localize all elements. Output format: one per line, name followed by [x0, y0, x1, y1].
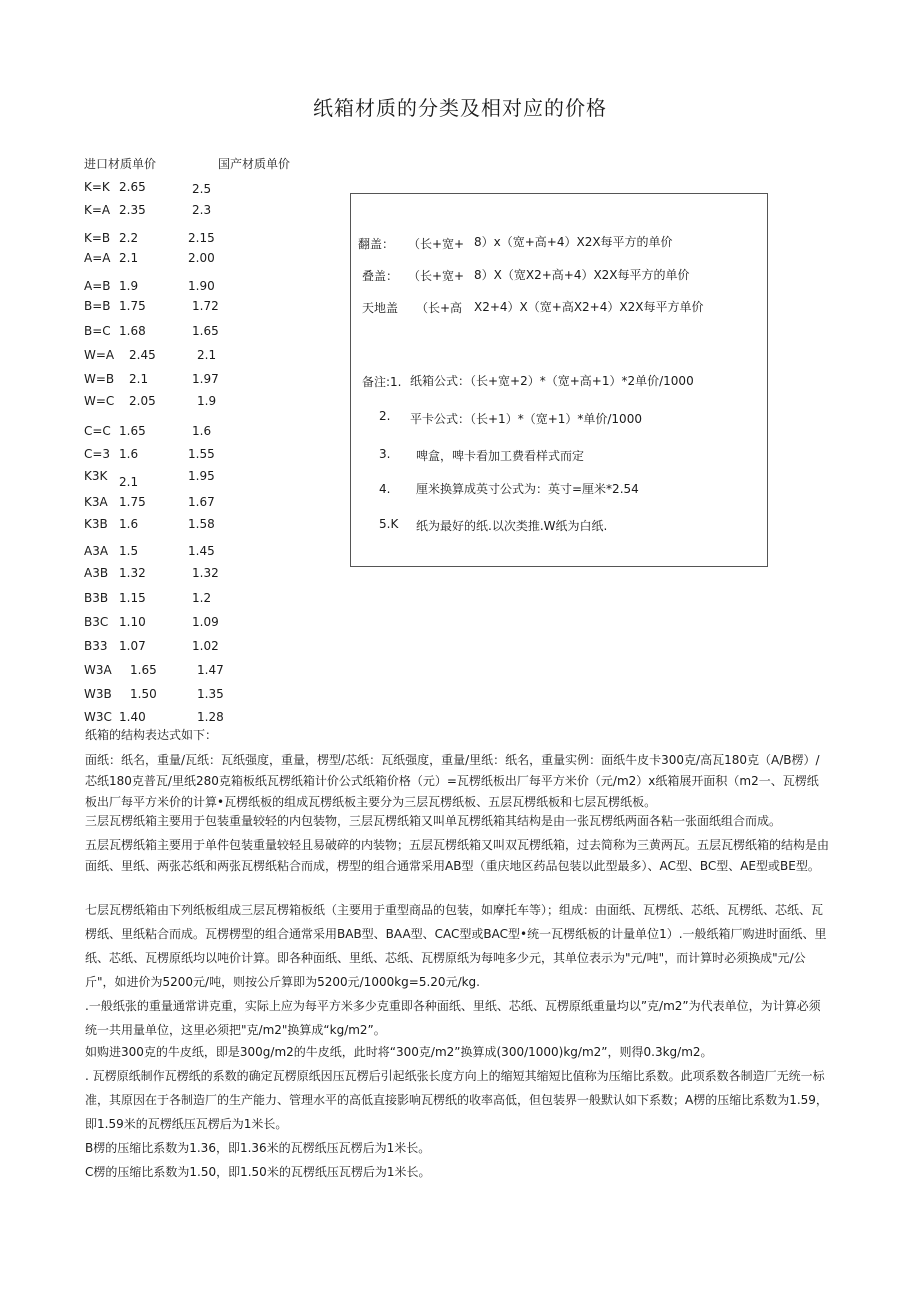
row-import-price: 2.1: [119, 251, 139, 265]
row-code: K=B: [84, 231, 111, 245]
row-domestic-price: 1.02: [192, 639, 219, 653]
row-domestic-price: 1.45: [188, 544, 215, 558]
row-domestic-price: 2.5: [192, 182, 212, 196]
paragraph: . 瓦楞原纸制作瓦楞纸的系数的确定瓦楞原纸因压瓦楞后引起纸张长度方向上的缩短其缩短比值称为压缩比系数。此项系数各制造厂无统一标准，其原因在于各制造厂的生产能力、管理水平的高低直接影响瓦楞纸的收率高低，但包装界一般默认如下系数；A楞的压缩比系数为1.59，即1.59米的瓦楞纸压瓦楞后为1米长。: [85, 1069, 828, 1131]
row-code: B3B: [84, 591, 109, 605]
row-domestic-price: 1.58: [188, 517, 215, 531]
formula-label: 天地盖: [362, 301, 399, 315]
row-domestic-price: 1.90: [188, 279, 215, 293]
note-number: 5.K: [379, 517, 399, 531]
row-import-price: 1.75: [119, 299, 146, 313]
row-code: K3A: [84, 495, 108, 509]
note-number: 4.: [379, 482, 391, 496]
row-import-price: 1.6: [119, 447, 139, 461]
paragraph: C楞的压缩比系数为1.50，即1.50米的瓦楞纸压瓦楞后为1米长。: [85, 1165, 431, 1179]
row-domestic-price: 1.55: [188, 447, 215, 461]
row-code: W3B: [84, 687, 112, 701]
row-import-price: 1.6: [119, 517, 139, 531]
note-number: 备注:1.: [362, 375, 402, 389]
row-domestic-price: 1.67: [188, 495, 215, 509]
row-import-price: 1.68: [119, 324, 146, 338]
row-import-price: 2.2: [119, 231, 139, 245]
row-import-price: 1.32: [119, 566, 146, 580]
row-import-price: 2.05: [129, 394, 156, 408]
row-domestic-price: 1.32: [192, 566, 219, 580]
structure-intro: 纸箱的结构表达式如下：: [85, 728, 218, 742]
note-text: 厘米换算成英寸公式为：英寸=厘米*2.54: [416, 482, 639, 496]
row-domestic-price: 1.72: [192, 299, 219, 313]
row-code: B=C: [84, 324, 111, 338]
paragraph: 面纸：纸名，重量/瓦纸：瓦纸强度，重量，楞型/芯纸：瓦纸强度，重量/里纸：纸名，重量实例：面纸牛皮卡300克/高瓦180克（A/B楞）/芯纸180克普瓦/里纸280克箱板纸瓦楞纸箱计价公式纸箱价格（元）=瓦楞纸板出厂每平方米价（元/m2）x纸箱展开面积（m2一、瓦楞纸板出厂每平方米价的计算•瓦楞纸板的组成瓦楞纸板主要分为三层瓦楞纸板、五层瓦楞纸板和七层瓦楞纸板。: [85, 753, 820, 809]
paragraph: 七层瓦楞纸箱由下列纸板组成三层瓦楞箱板纸（主要用于重型商品的包装，如摩托车等）；组成：由面纸、瓦楞纸、芯纸、瓦楞纸、芯纸、瓦楞纸、里纸粘合而成。瓦楞楞型的组合通常采用BAB型、BAA型、CAC型或BAC型•统一瓦楞纸板的计量单位1）.一般纸箱厂购进时面纸、里纸、芯纸、瓦楞原纸均以吨价计算。即各种面纸、里纸、芯纸、瓦楞原纸为每吨多少元，其单位表示为"元/吨"，而计算时必须换成"元/公斤"，如进价为5200元/吨，则按公斤算即为5200元/1000kg=5.20元/kg.: [85, 903, 827, 989]
paragraph: B楞的压缩比系数为1.36，即1.36米的瓦楞纸压瓦楞后为1米长。: [85, 1141, 431, 1155]
row-code: A=A: [84, 251, 111, 265]
note-text: 啤盒，啤卡看加工费看样式而定: [416, 449, 585, 463]
import-price-header: 进口材质单价: [84, 157, 157, 171]
row-import-price: 1.10: [119, 615, 146, 629]
formula-part-a: （长+高: [416, 301, 463, 315]
row-code: K=A: [84, 203, 111, 217]
paragraph: 三层瓦楞纸箱主要用于包装重量较轻的内包装物，三层瓦楞纸箱又叫单瓦楞纸箱其结构是由一张瓦楞纸两面各粘一张面纸组合而成。: [85, 814, 782, 828]
row-code: K3B: [84, 517, 108, 531]
note-number: 2.: [379, 409, 391, 423]
row-domestic-price: 1.2: [192, 591, 212, 605]
row-import-price: 1.65: [130, 663, 157, 677]
row-code: C=C: [84, 424, 111, 438]
row-code: B=B: [84, 299, 111, 313]
note-text: 纸为最好的纸.以次类推.W纸为白纸.: [416, 519, 608, 533]
formula-part-b: 8）X（宽X2+高+4）X2X每平方的单价: [474, 268, 690, 282]
row-import-price: 1.50: [130, 687, 157, 701]
row-code: A=B: [84, 279, 111, 293]
row-code: A3B: [84, 566, 109, 580]
row-import-price: 2.1: [119, 475, 139, 489]
paragraph: 如购进300克的牛皮纸，即是300g/m2的牛皮纸，此时将“300克/m2”换算成(300/1000)kg/m2”，则得0.3kg/m2。: [85, 1045, 713, 1059]
row-import-price: 1.9: [119, 279, 139, 293]
row-import-price: 1.15: [119, 591, 146, 605]
row-domestic-price: 1.35: [197, 687, 224, 701]
paragraph: .一般纸张的重量通常讲克重，实际上应为每平方米多少克重即各种面纸、里纸、芯纸、瓦楞原纸重量均以”克/m2”为代表单位，为计算必须统一共用量单位，这里必须把"克/m2"换算成“kg/m2”。: [85, 999, 821, 1037]
formula-part-b: X2+4）X（宽+高X2+4）X2X每平方单价: [474, 300, 704, 314]
row-domestic-price: 2.15: [188, 231, 215, 245]
row-import-price: 2.35: [119, 203, 146, 217]
domestic-price-header: 国产材质单价: [218, 157, 291, 171]
row-import-price: 1.40: [119, 710, 146, 724]
row-import-price: 1.75: [119, 495, 146, 509]
note-number: 3.: [379, 447, 391, 461]
row-code: W=A: [84, 348, 115, 362]
formula-label: 叠盖：: [362, 269, 399, 283]
note-text: 纸箱公式：（长+宽+2）*（宽+高+1）*2单价/1000: [410, 374, 694, 388]
formula-part-b: 8）x（宽+高+4）X2X每平方的单价: [474, 235, 673, 249]
row-domestic-price: 2.3: [192, 203, 212, 217]
row-code: B33: [84, 639, 108, 653]
row-domestic-price: 1.65: [192, 324, 219, 338]
row-domestic-price: 1.9: [197, 394, 217, 408]
row-import-price: 2.1: [129, 372, 149, 386]
row-domestic-price: 1.09: [192, 615, 219, 629]
row-code: W=C: [84, 394, 115, 408]
row-import-price: 1.07: [119, 639, 146, 653]
row-code: C=3: [84, 447, 111, 461]
row-domestic-price: 1.6: [192, 424, 212, 438]
paragraph: 五层瓦楞纸箱主要用于单件包装重量较轻且易破碎的内装物；五层瓦楞纸箱又叫双瓦楞纸箱，过去简称为三黄两瓦。五层瓦楞纸箱的结构是由面纸、里纸、两张芯纸和两张瓦楞纸粘合而成，楞型的组合通常采用AB型（重庆地区药品包装以此型最多）、AC型、BC型、AE型或BE型。: [85, 838, 830, 873]
row-domestic-price: 1.47: [197, 663, 224, 677]
formula-part-a: （长+宽+: [408, 237, 465, 251]
row-domestic-price: 2.00: [188, 251, 215, 265]
page-title: 纸箱材质的分类及相对应的价格: [313, 96, 607, 120]
row-domestic-price: 2.1: [197, 348, 217, 362]
row-import-price: 1.5: [119, 544, 139, 558]
row-code: A3A: [84, 544, 109, 558]
row-domestic-price: 1.97: [192, 372, 219, 386]
row-code: W3A: [84, 663, 112, 677]
formula-part-a: （长+宽+: [408, 269, 465, 283]
row-code: W3C: [84, 710, 112, 724]
row-code: W=B: [84, 372, 115, 386]
row-import-price: 1.65: [119, 424, 146, 438]
note-text: 平卡公式：（长+1）*（宽+1）*单价/1000: [410, 412, 642, 426]
row-code: K=K: [84, 180, 110, 194]
row-domestic-price: 1.95: [188, 469, 215, 483]
row-code: B3C: [84, 615, 109, 629]
row-import-price: 2.65: [119, 180, 146, 194]
row-import-price: 2.45: [129, 348, 156, 362]
row-domestic-price: 1.28: [197, 710, 224, 724]
formula-label: 翻盖：: [358, 237, 395, 251]
row-code: K3K: [84, 469, 108, 483]
